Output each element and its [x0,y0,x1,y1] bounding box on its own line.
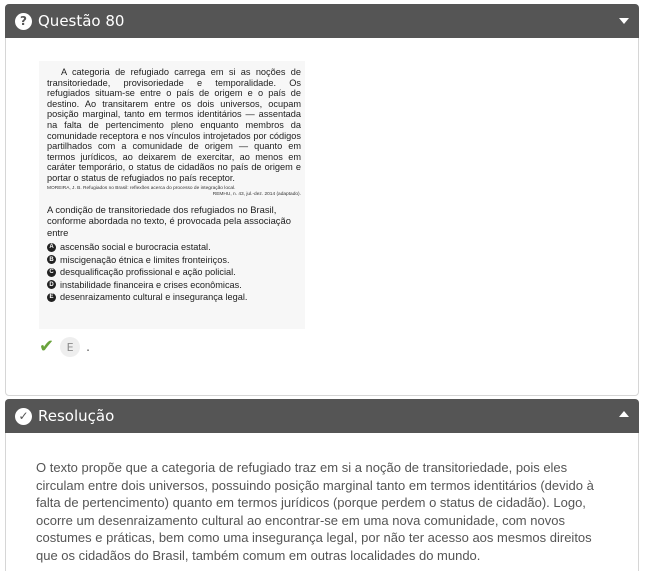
answer-badge: E [60,337,80,357]
answer-suffix: . [86,340,90,354]
option-d [47,279,301,292]
question-image [39,61,305,329]
option-text: miscigenação étnica e limites fronteiriços. [60,254,230,265]
option-text: desqualificação profissional e ação policial. [60,267,236,278]
option-letter: D [47,280,56,289]
check-circle-icon: ✓ [15,408,32,425]
question-panel [5,4,639,396]
caret-up-icon[interactable] [619,411,629,417]
citation-line-1: MOREIRA, J. B. Refugiados no Brasil: reflexões acerca do processo de integração local. [47,185,236,191]
option-text: ascensão social e burocracia estatal. [60,242,211,253]
option-a [47,241,301,254]
citation-line-2: REMHU, n. 43, jul.-dez. 2014 (adaptado). [212,191,301,197]
check-icon: ✔ [39,336,55,357]
option-text: instabilidade financeira e crises econômicas. [60,279,242,290]
question-circle-icon: ? [15,13,32,30]
resolution-text: O texto propõe que a categoria de refugiado traz em si a noção de transitoriedade, pois eles circulam entre dois universos, possuindo posição marginal tanto em termos identitários (devido à falta de pertencimento) quanto em termos jurídicos (porque perdem o status de cidadão). Logo, ocorre um desenraizamento cultural ao encontrar-se em uma nova comunidade, com novos costumes e práticas, bem como uma insegurança legal, por não ter acesso aos mesmos direitos que os cidadãos do Brasil, também comum em outras localidades do mundo. [36,460,594,563]
question-citation [47,186,301,198]
option-b [47,254,301,267]
option-letter: E [47,293,56,302]
option-letter: B [47,255,56,264]
options-list [47,241,301,304]
caret-down-icon[interactable] [619,18,629,24]
resolution-panel-header[interactable] [5,399,639,433]
option-letter: A [47,243,56,252]
option-c [47,266,301,279]
question-prompt: A condição de transitoriedade dos refugiados no Brasil, conforme abordada no texto, é provocada pela associação entre [47,203,291,238]
option-text: desenraizamento cultural e insegurança legal. [60,292,248,303]
option-letter: C [47,268,56,277]
resolution-title: Resolução [38,407,115,425]
answer-row [39,337,90,357]
option-e [47,291,301,304]
question-passage: A categoria de refugiado carrega em si as noções de transitoriedade, provisoriedade e temporalidade. Os refugiados situam-se entre o país de origem e o país de destino. Ao transitarem entre os dois universos, ocupam posição marginal, tanto em termos identitários — assentada na falta de pertencimento pleno enquanto membros da comunidade receptora e nos vínculos introjetados por códigos partilhados com a comunidade de origem — quanto em termos jurídicos, ao deixarem de exercitar, ao menos em caráter temporário, o status de cidadãos no país de origem e portar o status de refugiados no país receptor. [47,67,301,183]
resolution-panel [5,399,639,571]
question-title: Questão 80 [38,12,125,30]
question-panel-header[interactable] [5,4,639,38]
